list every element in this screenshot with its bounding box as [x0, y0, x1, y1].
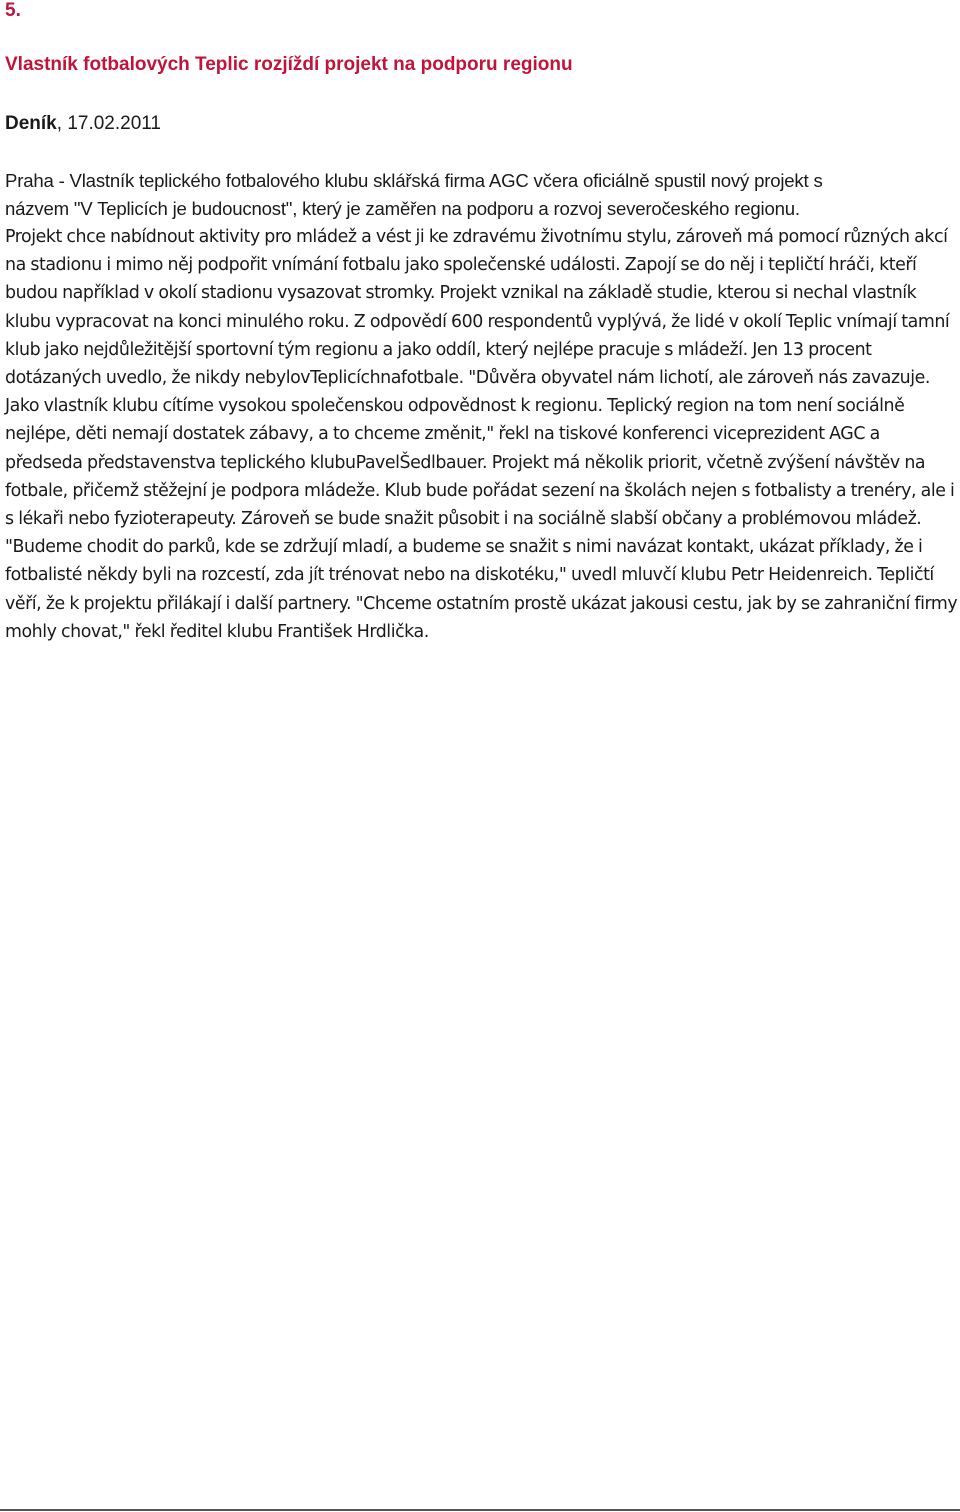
- date-separator: ,: [56, 113, 68, 134]
- article-title: Vlastník fotbalových Teplic rozjíždí projekt na podporu regionu: [5, 54, 573, 75]
- article-lead: [5, 167, 960, 223]
- lead-line-1: Praha - Vlastník teplického fotbalového klubu sklářská firma AGC včera oficiálně spustil nový projekt s: [5, 170, 823, 191]
- article-body: [5, 223, 960, 646]
- item-number: 5.: [5, 0, 21, 21]
- source-line: [5, 112, 161, 136]
- lead-line-2: názvem "V Teplicích je budoucnost", který je zaměřen na podporu a rozvoj severočeského regionu.: [5, 198, 800, 219]
- paragraph-1: Projekt chce nabídnout aktivity pro mládež a vést ji ke zdravému životnímu stylu, zároveň má pomocí různých akcí na stadionu i mimo něj podpořit vnímání fotbalu jako společenské události. Zapojí se do něj i tepličtí hráči, kteří budou například v okolí stadionu vysazovat stromky. Projekt vznikal na základě studie, kterou si nechal vlastník klubu vypracovat na konci minulého roku. Z odpovědí 600 respondentů vyplývá, že lidé v okolí Teplic vnímají tamní klub jako nejdůležitější sportovní tým regionu a jako oddíl, který nejlépe pracuje s mládeží. Jen 13 procent dotázaných uvedlo, že nikdy nebylovTeplicíchnafotbale. "Důvěra obyvatel nám lichotí, ale zároveň nás zavazuje. Jako vlastník klubu cítíme vysokou společenskou odpovědnost k regionu. Teplický region na tom není sociálně nejlépe, děti nemají dostatek zábavy, a to chceme změnit," řekl na tiskové konferenci viceprezident AGC a předseda představenstva teplického klubuPavelŠedlbauer. Projekt má několik priorit, včetně zvýšení návštěv na fotbale, přičemž stěžejní je podpora mládeže. Klub bude pořádat sezení na školách nejen s fotbalisty a trenéry, ale i s lékaři nebo fyzioterapeuty. Zároveň se bude snažit působit i na sociálně slabší občany a problémovou mládež.: [5, 227, 955, 530]
- source-name: Deník: [5, 113, 57, 134]
- publication-date: 17.02.2011: [67, 113, 161, 134]
- bottom-rule: [0, 1509, 960, 1511]
- paragraph-2: "Budeme chodit do parků, kde se zdržují mladí, a budeme se snažit s nimi navázat kontakt, ukázat příklady, že i fotbalisté někdy byli na rozcestí, zda jít trénovat nebo na diskotéku," uvedl mluvčí klubu Petr Heidenreich. Tepličtí věří, že k projektu přilákají i další partnery. "Chceme ostatním prostě ukázat jakousi cestu, jak by se zahraniční firmy mohly chovat," řekl ředitel klubu František Hrdlička.: [5, 537, 958, 642]
